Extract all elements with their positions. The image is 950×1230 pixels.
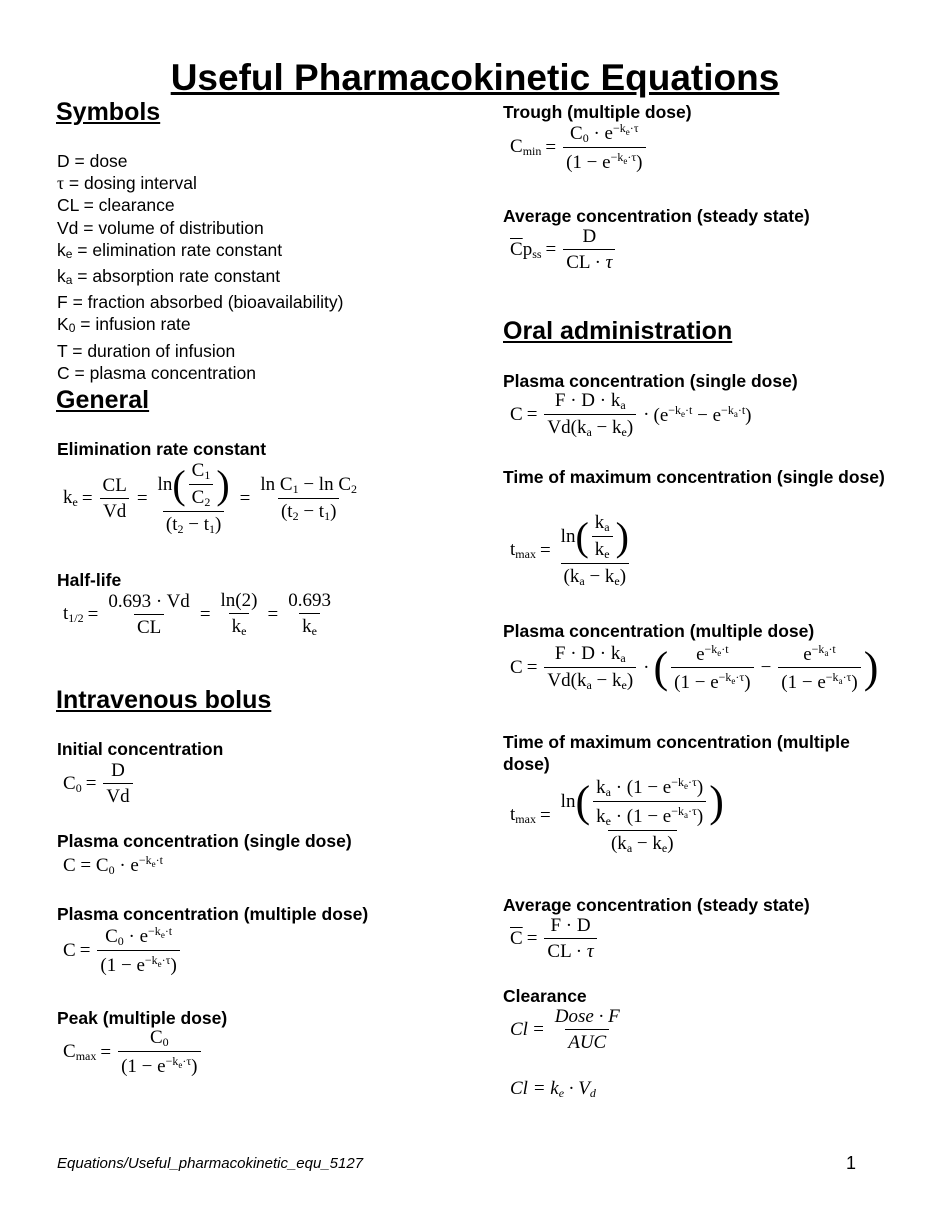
iv-bolus-heading: Intravenous bolus (56, 686, 272, 714)
clearance-heading: Clearance (503, 986, 587, 1006)
tmax-single-equation: $t_{max}$ = ln ( $\frac{k_a}{k_e}$ ) $(k_a - k_e)$ (510, 512, 629, 588)
oral-single-equation: C = $\frac{F \cdot D \cdot k_a}{Vd(k_a - k_e)}$ · $(e^{-k_e\cdot t} - e^{-k_a\cdot t})$ (510, 390, 752, 439)
symbol-item: D = dose (57, 151, 128, 171)
oral-single-heading: Plasma concentration (single dose) (503, 371, 798, 391)
elimination-heading: Elimination rate constant (57, 439, 267, 459)
avg-ss-heading: Average concentration (steady state) (503, 206, 810, 226)
oral-multiple-heading: Plasma concentration (multiple dose) (503, 621, 815, 641)
oral-multiple-equation: C = $\frac{F \cdot D \cdot k_a}{Vd(k_a - k_e)}$ · ( $\frac{e^{-k_e\cdot t}}{(1 - e^{-k_e\cdot\tau})}$ − $\frac{e^{-k_a\cdot t}}{(1 - e^{-k_a\cdot\tau})}$ ) (510, 642, 879, 693)
initial-concentration-heading: Initial concentration (57, 739, 224, 759)
peak-equation: $C_{max}$ = $\frac{C_0}{(1 - e^{-k_e\cdot\tau})}$ (63, 1027, 204, 1078)
iv-multiple-heading: Plasma concentration (multiple dose) (57, 904, 369, 924)
tmax-multiple-heading: Time of maximum concentration (multiple dose) (503, 732, 850, 774)
oral-heading: Oral administration (503, 317, 733, 345)
symbol-item: Vd = volume of distribution (57, 217, 264, 238)
symbols-heading: Symbols (56, 98, 161, 126)
footer-path: Equations/Useful_pharmacokinetic_equ_5127 (57, 1155, 364, 1172)
general-heading: General (56, 386, 150, 414)
symbol-item: CL = clearance (57, 195, 175, 216)
clearance-equation-ke: $Cl = k_e \cdot V_d$ (510, 1078, 596, 1100)
iv-single-heading: Plasma concentration (single dose) (57, 831, 352, 851)
halflife-heading: Half-life (57, 570, 122, 590)
symbol-item: C = plasma concentration (57, 362, 256, 383)
initial-concentration-equation: $C_0$ = $\frac{D}{Vd}$ (63, 760, 136, 808)
symbol-item: $K_0$ = infusion rate (57, 314, 191, 336)
peak-heading: Peak (multiple dose) (57, 1008, 228, 1028)
symbol-item: $k_e$ = elimination rate constant (57, 239, 283, 261)
clearance-equation-auc: Cl = $\frac{\text{Dose · F}}{\text{AUC}}$ (510, 1006, 620, 1053)
avg-ss-equation: $\overline{C}p_{ss}$ = $\frac{D}{CL \cdot \tau}$ (510, 226, 618, 274)
symbol-item: F = fraction absorbed (bioavailability) (57, 292, 344, 313)
trough-heading: Trough (multiple dose) (503, 102, 692, 122)
iv-multiple-equation: C = $\frac{C_0 \cdot e^{-k_e\cdot t}}{(1 - e^{-k_e\cdot\tau})}$ (63, 924, 183, 977)
symbol-item: $k_a$ = absorption rate constant (57, 266, 281, 288)
oral-avg-ss-equation: $\overline{C}$ = $\frac{F \cdot D}{CL \cdot \tau}$ (510, 915, 600, 963)
elimination-equation: $k_e$ = $\frac{CL}{Vd}$ = ln ( $\frac{C_1}{C_2}$ ) $(t_2 - t_1)$ = $\frac{\ln C_1 - \ln C_2}{(t_2 - t_1)}$ (63, 460, 358, 536)
symbol-item: T = duration of infusion (57, 340, 236, 361)
tmax-single-heading: Time of maximum concentration (single dose) (503, 467, 885, 487)
tmax-multiple-equation: $t_{max}$ = ln ( $\frac{k_a \cdot (1 - e^{-k_e\cdot\tau})}{k_e \cdot (1 - e^{-k_a\cdot\tau})}$ ) $(k_a - k_e)$ (510, 775, 724, 855)
symbol-item: τ = dosing interval (57, 173, 197, 194)
page-title: Useful Pharmacokinetic Equations (170, 57, 780, 98)
oral-avg-ss-heading: Average concentration (steady state) (503, 895, 810, 915)
halflife-equation: $t_{1/2}$ = $\frac{0.693 \cdot Vd}{CL}$ = $\frac{\ln(2)}{k_e}$ = $\frac{0.693}{k_e}$ (63, 590, 331, 638)
page-number: 1 (846, 1153, 857, 1173)
iv-single-equation: $C = C_0 \cdot e^{-k_e\cdot t}$ (63, 853, 163, 877)
symbols-list (57, 150, 343, 384)
trough-equation: $C_{min}$ = $\frac{C_0 \cdot e^{-k_e\cdot\tau}}{(1 - e^{-k_e\cdot\tau})}$ (510, 121, 649, 174)
